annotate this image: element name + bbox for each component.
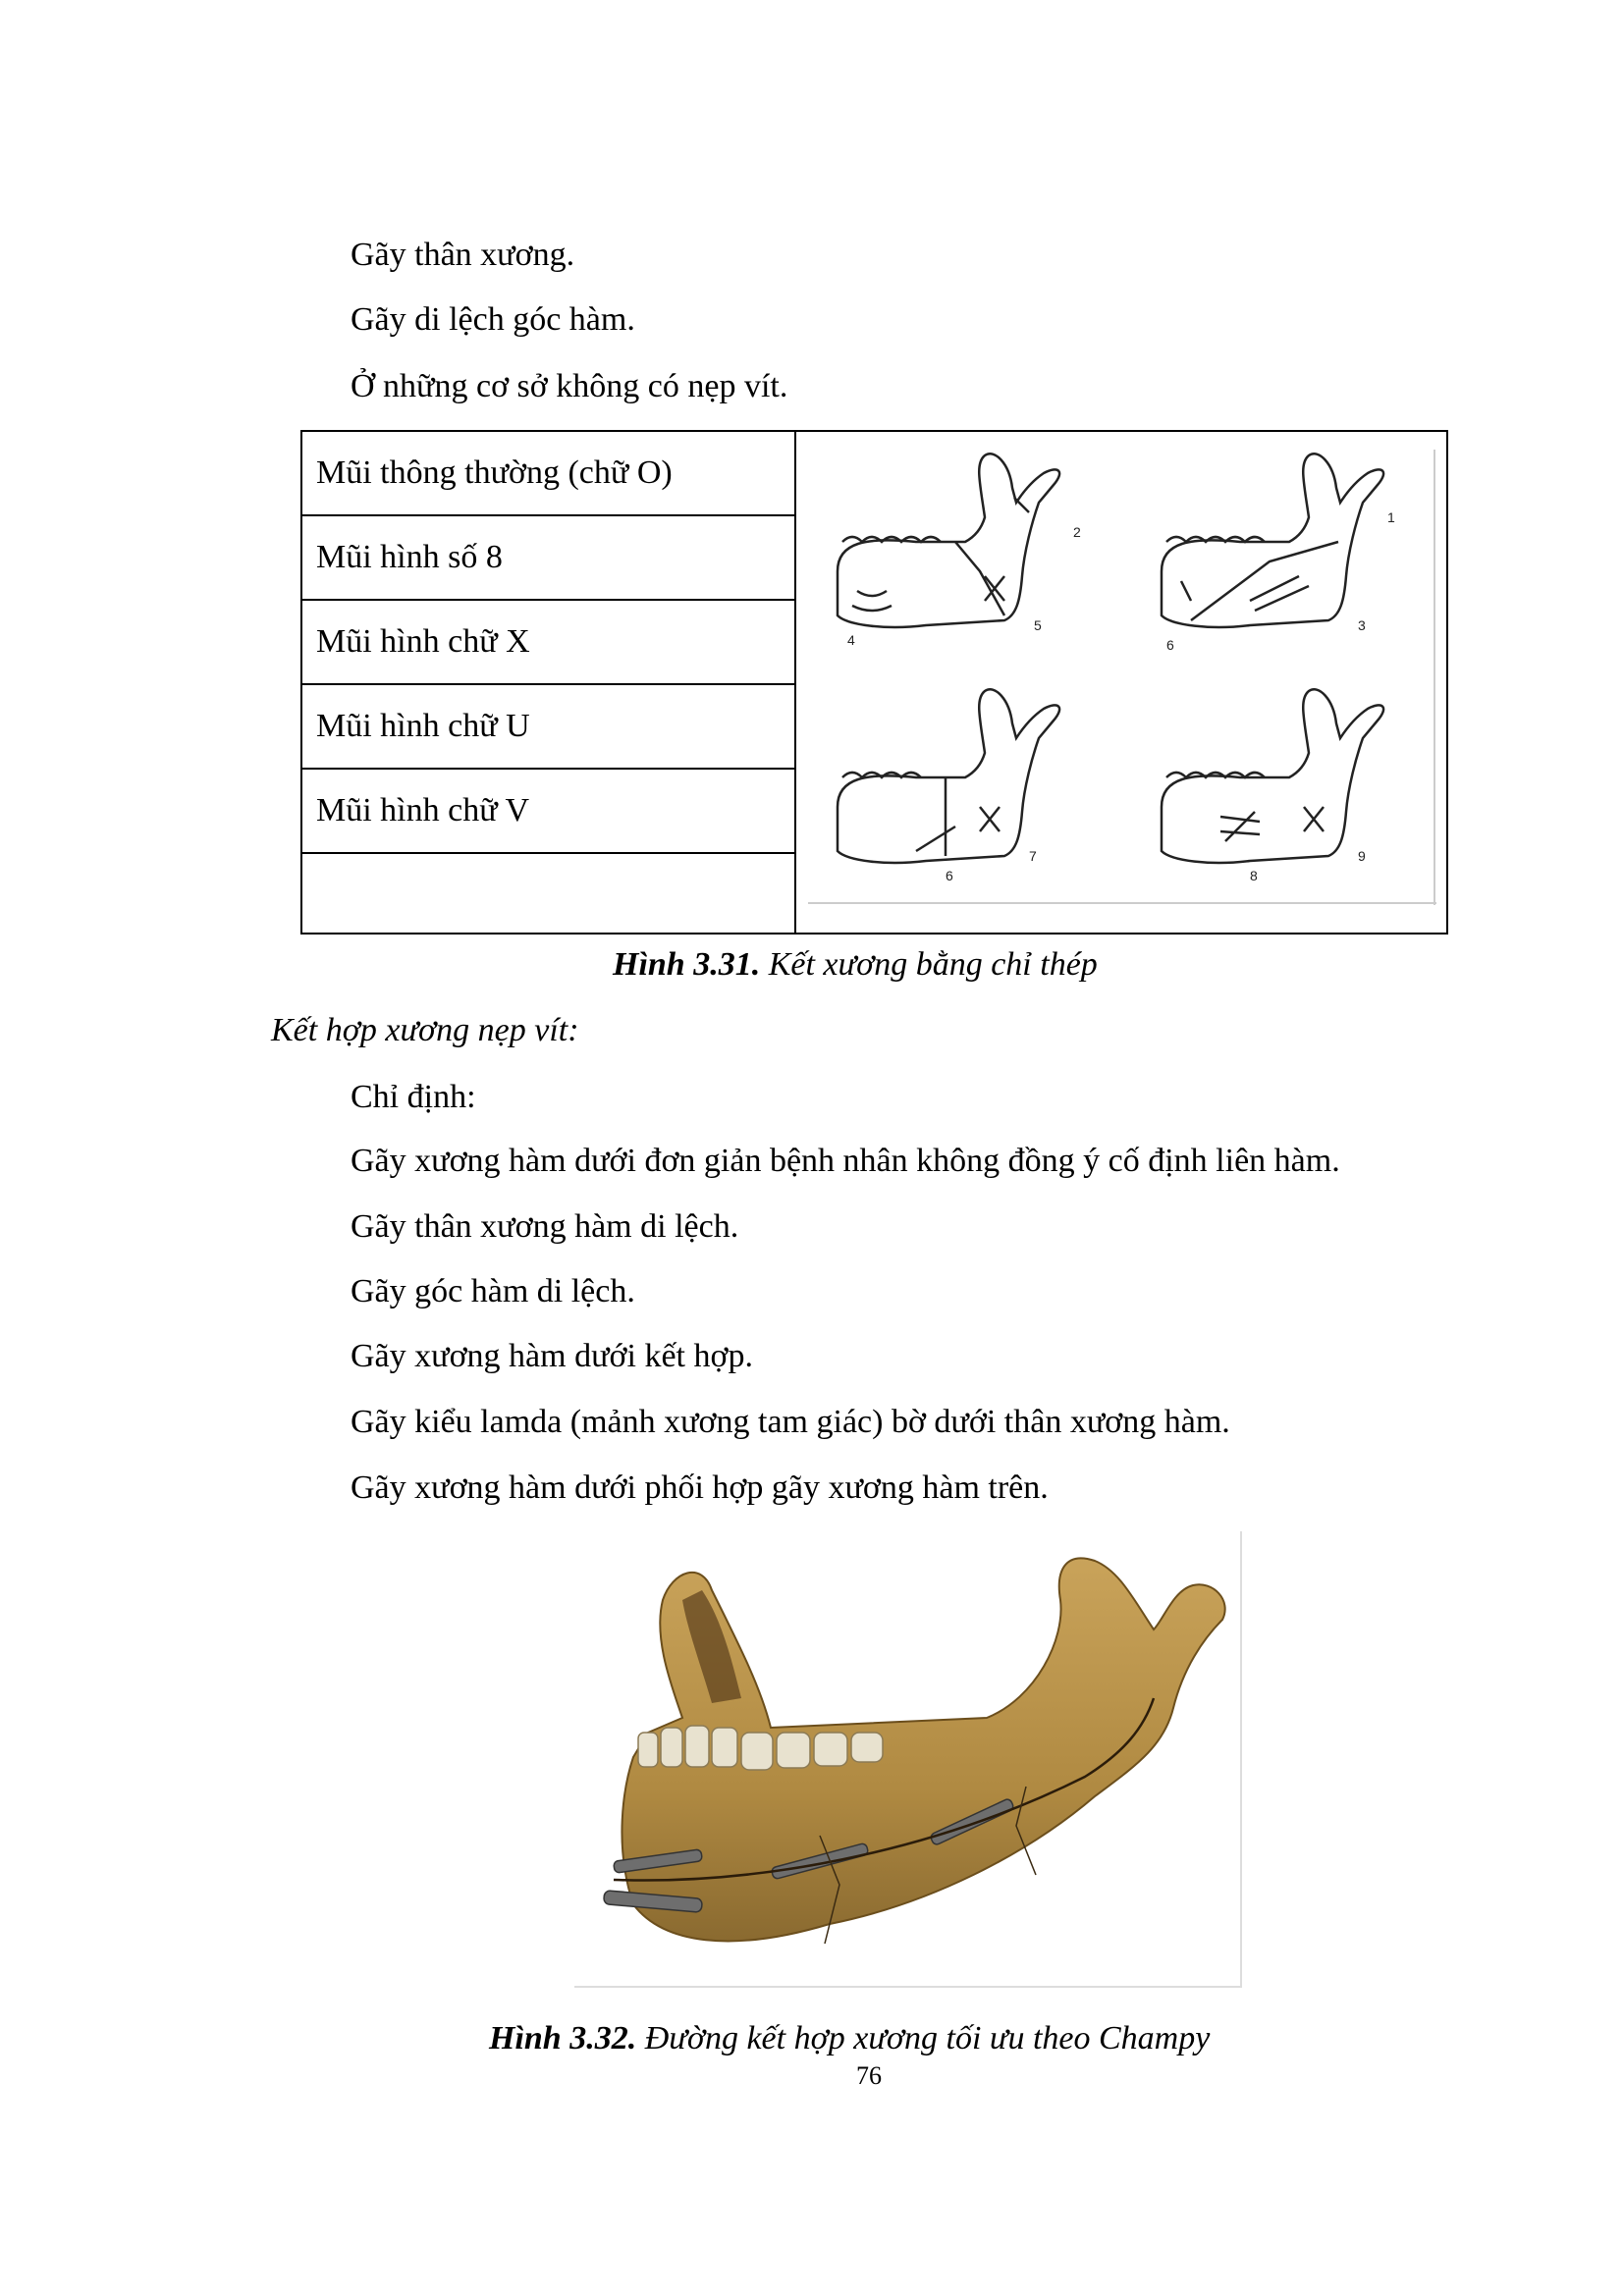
indication-item: Gãy kiểu lamda (mảnh xương tam giác) bờ dưới thân xương hàm. (351, 1404, 1230, 1440)
intro-line: Ở những cơ sở không có nẹp vít. (351, 368, 788, 404)
wire-fixation-diagram-cell (795, 431, 1447, 934)
figure-number: 8 (1250, 868, 1258, 883)
figure-number: 5 (1034, 617, 1042, 633)
figure-number: 6 (946, 868, 953, 883)
intro-line: Gãy thân xương. (351, 237, 575, 273)
figure-number: 2 (1073, 524, 1081, 540)
stitch-row-label: Mũi hình chữ U (301, 684, 795, 769)
section-heading: Kết hợp xương nẹp vít: (271, 1012, 579, 1048)
indication-item: Gãy xương hàm dưới phối hợp gãy xương hàm trên. (351, 1469, 1049, 1506)
figure-number: 3 (1358, 617, 1366, 633)
figure-number: 1 (1387, 509, 1395, 525)
figure-caption (613, 945, 1098, 985)
stitch-row-label: Mũi thông thường (chữ O) (301, 431, 795, 515)
stitch-row-label: Mũi hình chữ X (301, 600, 795, 684)
stitch-table (300, 430, 1448, 934)
indication-item: Gãy thân xương hàm di lệch. (351, 1208, 739, 1245)
indication-item: Gãy xương hàm dưới đơn giản bệnh nhân không đồng ý cố định liên hàm. (351, 1143, 1340, 1179)
figure-label: Hình 3.32. (489, 2020, 637, 2056)
figure-caption-text: Đường kết hợp xương tối ưu theo Champy (636, 2020, 1211, 2056)
page-number: 76 (856, 2061, 882, 2090)
figure-number: 9 (1358, 848, 1366, 864)
figure-number: 4 (847, 632, 855, 648)
indication-item: Gãy góc hàm di lệch. (351, 1273, 635, 1309)
figure-number: 6 (1166, 637, 1174, 653)
figure-label: Hình 3.31. (613, 946, 761, 983)
figure-number: 7 (1029, 848, 1037, 864)
indication-item: Gãy xương hàm dưới kết hợp. (351, 1338, 753, 1374)
stitch-row-label: Mũi hình số 8 (301, 515, 795, 600)
stitch-row-empty (301, 853, 795, 934)
intro-line: Gãy di lệch góc hàm. (351, 301, 635, 338)
wire-fixation-diagram (808, 444, 1436, 905)
figure-caption-text: Kết xương bằng chỉ thép (760, 946, 1098, 983)
mandible-plate-photo (574, 1531, 1242, 1988)
stitch-row-label: Mũi hình chữ V (301, 769, 795, 853)
figure-caption (489, 2019, 1210, 2058)
indications-title: Chỉ định: (351, 1079, 476, 1115)
